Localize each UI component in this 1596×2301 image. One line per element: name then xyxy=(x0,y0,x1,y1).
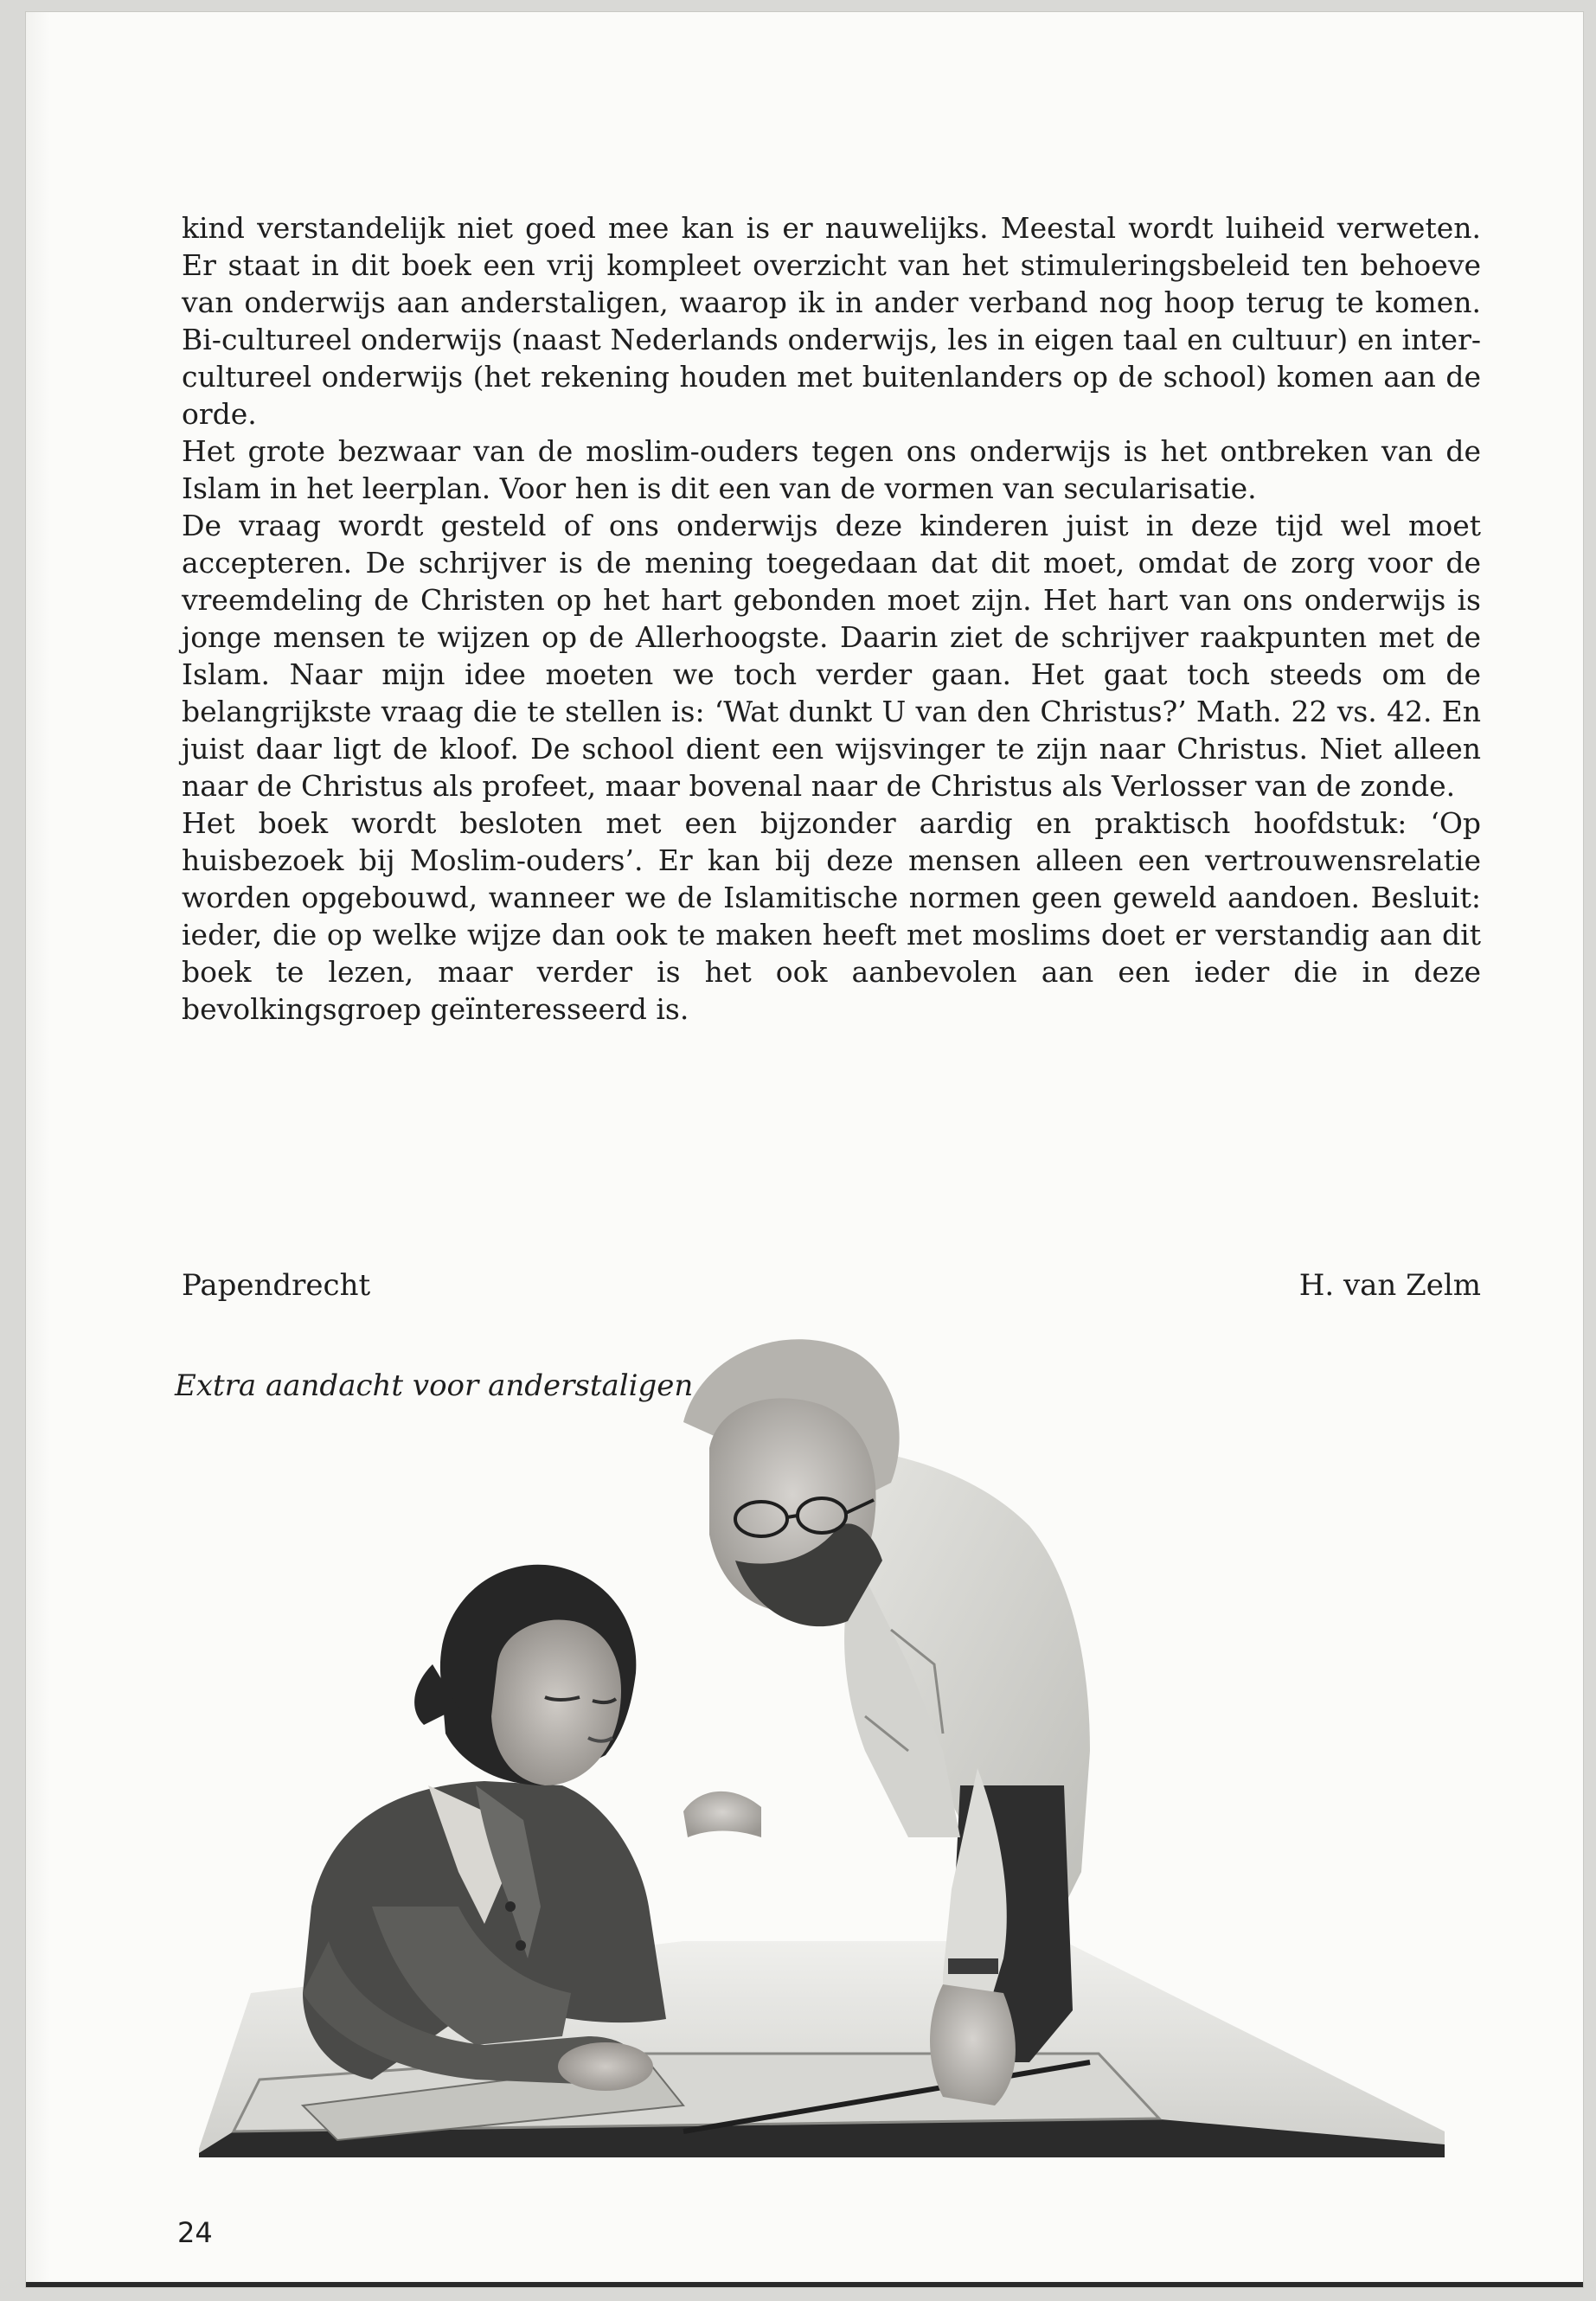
photo-caption: Extra aandacht voor anderstaligen xyxy=(175,1368,694,1403)
page-bottom-edge xyxy=(26,2282,1583,2287)
body-text xyxy=(182,209,1481,1028)
page-number: 24 xyxy=(177,2216,213,2249)
paragraph-3: De vraag wordt gesteld of ons onderwijs deze kinderen juist in deze tijd wel moet accepteren. De schrijver is de mening toegedaan dat dit moet, omdat de zorg voor de vreemdeling de Christen op het hart gebonden moet zijn. Het hart van ons onderwijs is jonge mensen te wijzen op de Allerhoogste. Daarin ziet de schrijver raakpunten met de Islam. Naar mijn idee moeten we toch verder gaan. Het gaat toch steeds om de belangrijkste vraag die te stellen is: ‘Wat dunkt U van den Christus?’ Math. 22 vs. 42. En juist daar ligt de kloof. De school dient een wijsvinger te zijn naar Christus. Niet alleen naar de Christus als profeet, maar bovenal naar de Christus als Verlosser van de zonde. xyxy=(182,509,1481,803)
page-edge-shadow xyxy=(26,12,50,2287)
paragraph-4: Het boek wordt besloten met een bijzonder aardig en praktisch hoofdstuk: ‘Op huisbezoek bij Moslim-ouders’. Er kan bij deze mensen alleen een vertrouwensrelatie worden opgebouwd, wanneer we de Islamitische normen geen geweld aandoen. Besluit: ieder, die op welke wijze dan ook te maken heeft met moslims doet er verstandig aan dit boek te lezen, maar verder is het ook aanbevolen aan een ieder die in deze bevolkingsgroep geïnteresseerd is. xyxy=(182,806,1481,1026)
paragraph-1: kind verstandelijk niet goed mee kan is er nauwelijks. Meestal wordt luiheid verweten. Er staat in dit boek een vrij kompleet overzicht van het stimuleringsbeleid ten behoeve van onderwijs aan anderstaligen, waarop ik in ander verband nog hoop terug te komen. Bi-cultureel onderwijs (naast Nederlands onderwijs, les in eigen taal en cultuur) en inter-cultureel onderwijs (het rekening houden met buitenlanders op de school) komen aan de orde. xyxy=(182,211,1481,431)
signature-row xyxy=(182,1268,1481,1303)
page xyxy=(26,12,1583,2287)
place-name: Papendrecht xyxy=(182,1268,371,1303)
photo xyxy=(199,1301,1479,2157)
paragraph-2: Het grote bezwaar van de moslim-ouders tegen ons onderwijs is het ontbreken van de Islam in het leerplan. Voor hen is dit een van de vormen van secularisatie. xyxy=(182,434,1481,505)
author-name: H. van Zelm xyxy=(1298,1268,1481,1303)
